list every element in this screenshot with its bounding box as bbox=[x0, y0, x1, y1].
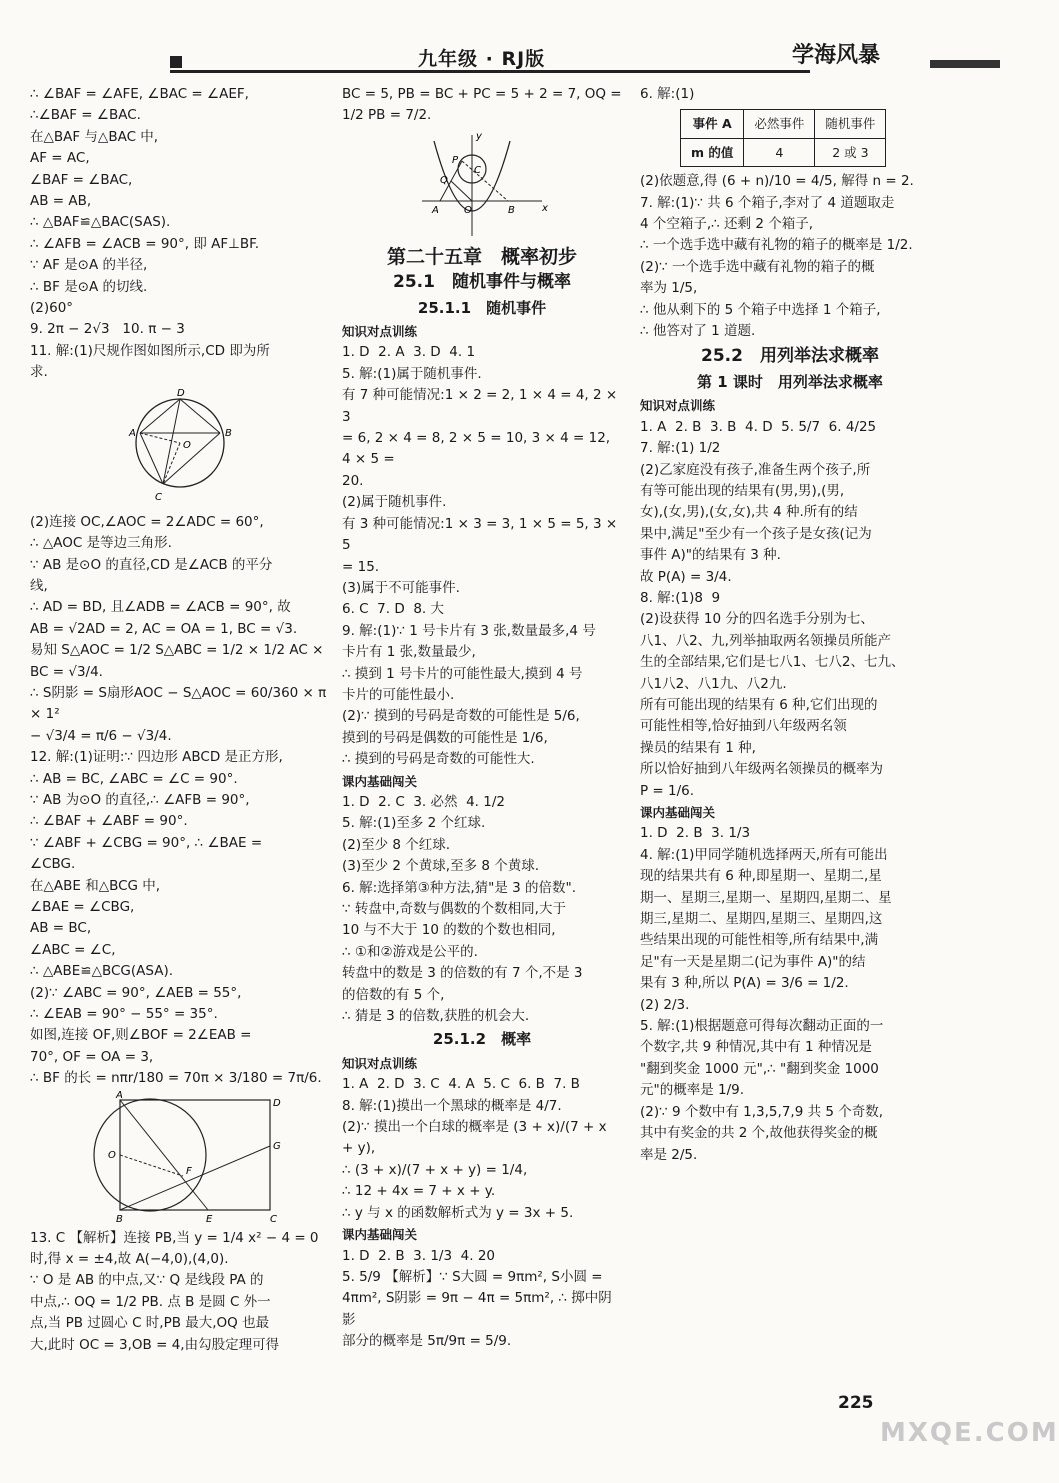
text-line: (3)至少 2 个黄球,至多 8 个黄球. bbox=[342, 858, 540, 875]
text-line: 些结果出现的可能性相等,所有结果中,满 bbox=[640, 932, 879, 949]
text-line: 9. 解:(1)∵ 1 号卡片有 3 张,数量最多,4 号 bbox=[342, 622, 596, 639]
text-line: "翻到奖金 1000 元",∴ "翻到奖金 1000 bbox=[640, 1060, 879, 1077]
text-line: 卡片的可能性最小. bbox=[342, 686, 455, 703]
text-line: 在△BAF 与△BAC 中, bbox=[30, 128, 159, 145]
fig3-label-b: B bbox=[508, 204, 515, 216]
fig2-label-a: A bbox=[116, 1089, 123, 1101]
text-line: 点,当 PB 过圆心 C 时,PB 最大,OQ 也最 bbox=[30, 1315, 270, 1332]
text-line: 元"的概率是 1/9. bbox=[640, 1082, 745, 1099]
text-line: 生的全部结果,它们是七八1、七八2、七九、 bbox=[640, 654, 905, 671]
text-line: 13. C 【解析】连接 PB,当 y = 1/4 x² − 4 = 0 bbox=[30, 1229, 319, 1246]
text-line: ∴ (3 + x)/(7 + x + y) = 1/4, bbox=[342, 1161, 528, 1178]
fig2-label-b: B bbox=[116, 1213, 123, 1225]
text-line: ∴ △BAF≌△BAC(SAS). bbox=[30, 214, 171, 231]
event-table bbox=[680, 109, 886, 167]
fig2-label-e: E bbox=[206, 1213, 213, 1225]
text-line: ∴ AB = BC, ∠ABC = ∠C = 90°. bbox=[30, 770, 238, 787]
text-line: P = 1/6. bbox=[640, 782, 695, 799]
text-line: 1. D 2. C 3. 必然 4. 1/2 bbox=[342, 793, 505, 810]
text-line: = 6, 2 × 4 = 8, 2 × 5 = 10, 3 × 4 = 12, 4 × 5 = bbox=[342, 430, 615, 468]
text-line: ∴ 一个选手选中藏有礼物的箱子的概率是 1/2. bbox=[640, 237, 913, 254]
text-line: ∵ AB 为⊙O 的直径,∴ ∠AFB = 90°, bbox=[30, 791, 250, 808]
text-line: ∴ 猜是 3 的倍数,获胜的机会大. bbox=[342, 1008, 530, 1025]
text-line: 在△ABE 和△BCG 中, bbox=[30, 877, 161, 894]
text-line: 5. 5/9 【解析】∵ S大圆 = 9πm², S小圆 = bbox=[342, 1268, 603, 1285]
col3-block-b bbox=[640, 171, 940, 342]
text-line: (2)∵ 一个选手选中藏有礼物的箱子的概 bbox=[640, 258, 875, 275]
text-line: 20. bbox=[342, 472, 364, 489]
table-cell: 事件 A bbox=[681, 110, 744, 138]
fig3-label-c: C bbox=[474, 164, 481, 176]
text-line: 期一、星期三,星期一、星期四,星期二、星 bbox=[640, 889, 892, 906]
figure-q11-circle bbox=[125, 388, 235, 508]
text-line: ∴ ∠BAF + ∠ABF = 90°. bbox=[30, 813, 188, 830]
col3-block-d bbox=[640, 823, 940, 1166]
fig3-label-x: x bbox=[542, 202, 548, 214]
text-line: 卡片有 1 张,数量最少, bbox=[342, 644, 476, 661]
text-line: (2)连接 OC,∠AOC = 2∠ADC = 60°, bbox=[30, 513, 264, 530]
text-line: 1/2 PB = 7/2. bbox=[342, 107, 432, 124]
text-line: = 15. bbox=[342, 558, 380, 575]
text-line: 所以恰好抽到八年级两名领操员的概率为 bbox=[640, 761, 883, 778]
text-line: 4πm², S阴影 = 9π − 4π = 5πm², ∴ 掷中阴影 bbox=[342, 1290, 612, 1328]
text-line: ∵ 转盘中,奇数与偶数的个数相同,大于 bbox=[342, 901, 566, 917]
text-line: ∴ BF 的长 = nπr/180 = 70π × 3/180 = 7π/6. bbox=[30, 1070, 322, 1087]
text-line: 足"有一天是星期二(记为事件 A)"的结 bbox=[640, 953, 866, 970]
text-line: 率是 2/5. bbox=[640, 1146, 698, 1163]
text-line: (2)设获得 10 分的四名选手分别为七、 bbox=[640, 611, 874, 628]
fig1-label-b: B bbox=[225, 427, 232, 439]
page-number: 225 bbox=[838, 1393, 874, 1413]
fig3-label-a: A bbox=[432, 204, 439, 216]
text-line: 期三,星期二、星期四,星期三、星期四,这 bbox=[640, 911, 883, 928]
text-line: (2)60° bbox=[30, 300, 74, 317]
text-line: 易知 S△AOC = 1/2 S△ABC = 1/2 × 1/2 AC × bbox=[30, 642, 324, 659]
brand-logo: 学海风暴 bbox=[792, 43, 881, 68]
text-line: BC = √3/4. bbox=[30, 663, 103, 680]
text-line: 大,此时 OC = 3,OB = 4,由勾股定理可得 bbox=[30, 1336, 280, 1353]
col2-block-a bbox=[342, 84, 622, 127]
watermark: MXQE.COM bbox=[880, 1418, 1059, 1448]
text-line: 10 与不大于 10 的数的个数也相同, bbox=[342, 922, 556, 939]
text-line: 八1八2、八1九、八2九. bbox=[640, 675, 787, 692]
table-row bbox=[681, 138, 886, 166]
text-line: 摸到的号码是偶数的可能性是 1/6, bbox=[342, 729, 548, 746]
text-line: 6. 解:(1) bbox=[640, 86, 695, 102]
page-header bbox=[0, 0, 1000, 80]
fig1-label-o: O bbox=[183, 439, 191, 451]
fig3-label-q: Q bbox=[440, 174, 448, 186]
text-line: 果有 3 种,所以 P(A) = 3/6 = 1/2. bbox=[640, 975, 849, 992]
text-line: 8. 解:(1)8 9 bbox=[640, 589, 721, 606]
text-line: 1. D 2. A 3. D 4. 1 bbox=[342, 344, 476, 361]
text-line: 1. D 2. B 3. 1/3 4. 20 bbox=[342, 1247, 495, 1264]
figure-q12-square bbox=[80, 1089, 281, 1225]
header-title: 九年级 · RJ版 bbox=[418, 48, 546, 70]
text-line: ∴ 摸到的号码是奇数的可能性大. bbox=[342, 751, 535, 768]
col2-block-c bbox=[342, 792, 622, 1027]
text-line: (3)属于不可能事件. bbox=[342, 579, 460, 596]
fig2-label-c: C bbox=[270, 1213, 277, 1225]
col3-block-c bbox=[640, 417, 940, 802]
text-line: 果中,满足"至少有一个孩子是女孩(记为 bbox=[640, 525, 872, 542]
column-2 bbox=[342, 84, 622, 1353]
text-line: ∵ ∠ABF + ∠CBG = 90°, ∴ ∠BAE = bbox=[30, 834, 263, 851]
text-line: BC = 5, PB = BC + PC = 5 + 2 = 7, OQ = bbox=[342, 86, 622, 102]
table-cell: m 的值 bbox=[681, 138, 744, 166]
fig1-label-a: A bbox=[129, 427, 136, 439]
text-line: 所有可能出现的结果有 6 种,它们出现的 bbox=[640, 696, 878, 713]
label-knowledge-1: 知识对点训练 bbox=[342, 324, 418, 340]
text-line: 5. 解:(1)至多 2 个红球. bbox=[342, 815, 486, 832]
text-line: 女),(女,男),(女,女),共 4 种.所有的结 bbox=[640, 504, 858, 521]
text-line: 转盘中的数是 3 的倍数的有 7 个,不是 3 bbox=[342, 965, 583, 982]
table-cell: 4 bbox=[744, 138, 815, 166]
col2-block-d bbox=[342, 1074, 622, 1224]
text-line: 1. A 2. D 3. C 4. A 5. C 6. B 7. B bbox=[342, 1076, 580, 1093]
fig1-label-c: C bbox=[155, 491, 162, 503]
text-line: AB = AB, bbox=[30, 193, 92, 210]
text-line: ∴ 他答对了 1 道题. bbox=[640, 323, 756, 340]
text-line: 12. 解:(1)证明:∵ 四边形 ABCD 是正方形, bbox=[30, 749, 283, 766]
subsection-25-1-1-title: 25.1.1 随机事件 bbox=[417, 298, 547, 317]
text-line: 8. 解:(1)摸出一个黑球的概率是 4/7. bbox=[342, 1097, 562, 1114]
text-line: (2)至少 8 个红球. bbox=[342, 836, 451, 853]
text-line: ∴ △AOC 是等边三角形. bbox=[30, 535, 172, 552]
text-line: 故 P(A) = 3/4. bbox=[640, 568, 732, 585]
text-line: 1. A 2. B 3. B 4. D 5. 5/7 6. 4/25 bbox=[640, 418, 877, 435]
col1-block-c bbox=[30, 1228, 330, 1356]
text-line: ∠BAF = ∠BAC, bbox=[30, 171, 133, 188]
text-line: 70°, OF = OA = 3, bbox=[30, 1048, 154, 1065]
text-line: (2)∵ 摸出一个白球的概率是 (3 + x)/(7 + x + y), bbox=[342, 1119, 611, 1157]
text-line: 有 7 种可能情况:1 × 2 = 2, 1 × 4 = 4, 2 × 3 bbox=[342, 387, 622, 425]
text-line: ∴ 他从剩下的 5 个箱子中选择 1 个箱子, bbox=[640, 301, 881, 318]
text-line: ∴ AD = BD, 且∠ADB = ∠ACB = 90°, 故 bbox=[30, 599, 291, 616]
fig2-label-g: G bbox=[273, 1140, 281, 1152]
text-line: 现的结果共有 6 种,即星期一、星期二,星 bbox=[640, 868, 882, 885]
chapter-title: 第二十五章 概率初步 bbox=[386, 245, 577, 268]
text-line: 可能性相等,恰好抽到八年级两名领 bbox=[640, 718, 847, 735]
text-line: − √3/4 = π/6 − √3/4. bbox=[30, 727, 172, 744]
table-cell: 2 或 3 bbox=[815, 138, 886, 166]
text-line: 1. D 2. B 3. 1/3 bbox=[640, 825, 751, 842]
text-line: 部分的概率是 5π/9π = 5/9. bbox=[342, 1333, 512, 1350]
text-line: ∠ABC = ∠C, bbox=[30, 941, 116, 958]
text-line: 6. 解:选择第③种方法,猜"是 3 的倍数". bbox=[342, 879, 576, 896]
text-line: (2)属于随机事件. bbox=[342, 494, 447, 511]
figure-q13-parabola bbox=[412, 131, 552, 241]
text-line: 其中有奖金的共 2 个,故他获得奖金的概 bbox=[640, 1125, 878, 1142]
section-25-2-title: 25.2 用列举法求概率 bbox=[701, 346, 879, 367]
fig2-label-o: O bbox=[108, 1149, 116, 1161]
col3-block-a bbox=[640, 84, 940, 105]
text-line: 7. 解:(1) 1/2 bbox=[640, 440, 721, 457]
text-line: AF = AC, bbox=[30, 150, 90, 167]
text-line: 事件 A)"的结果有 3 种. bbox=[640, 547, 781, 564]
text-line: (2)乙家庭没有孩子,准备生两个孩子,所 bbox=[640, 461, 871, 478]
col1-block-a bbox=[30, 84, 330, 384]
fig3-label-o: O bbox=[464, 204, 472, 216]
text-line: 9. 2π − 2√3 10. π − 3 bbox=[30, 321, 185, 338]
lesson-1-title: 第 1 课时 用列举法求概率 bbox=[697, 372, 883, 391]
label-knowledge-3: 知识对点训练 bbox=[640, 398, 716, 414]
text-line: (2) 2/3. bbox=[640, 996, 690, 1013]
text-line: 5. 解:(1)根据题意可得每次翻动正面的一 bbox=[640, 1018, 884, 1035]
text-line: 线, bbox=[30, 577, 48, 594]
text-line: (2)依题意,得 (6 + n)/10 = 4/5, 解得 n = 2. bbox=[640, 173, 914, 190]
text-line: 有 3 种可能情况:1 × 3 = 3, 1 × 5 = 5, 3 × 5 bbox=[342, 515, 622, 554]
text-line: 有等可能出现的结果有(男,男),(男, bbox=[640, 482, 845, 499]
text-line: 如图,连接 OF,则∠BOF = 2∠EAB = bbox=[30, 1027, 252, 1044]
text-line: 率为 1/5, bbox=[640, 280, 698, 297]
col1-block-b bbox=[30, 512, 330, 1090]
label-basic-2: 课内基础闯关 bbox=[342, 1227, 418, 1243]
table-cell: 必然事件 bbox=[744, 110, 815, 138]
text-line: ∴ y 与 x 的函数解析式为 y = 3x + 5. bbox=[342, 1204, 574, 1221]
subsection-25-1-2-title: 25.1.2 概率 bbox=[432, 1030, 532, 1049]
text-line: 7. 解:(1)∵ 共 6 个箱子,李对了 4 道题取走 bbox=[640, 194, 895, 211]
text-line: 时,得 x = ±4,故 A(−4,0),(4,0). bbox=[30, 1251, 229, 1268]
text-line: 八1、八2、九,列举抽取两名领操员所能产 bbox=[640, 632, 891, 649]
col2-block-b bbox=[342, 342, 622, 770]
text-line: ∴ ①和②游戏是公平的. bbox=[342, 943, 478, 960]
text-line: ∴ BF 是⊙A 的切线. bbox=[30, 278, 148, 295]
text-line: 11. 解:(1)尺规作图如图所示,CD 即为所 bbox=[30, 342, 270, 359]
header-bar bbox=[930, 60, 1000, 68]
text-line: 操员的结果有 1 种, bbox=[640, 739, 756, 756]
header-rule bbox=[170, 70, 810, 73]
fig3-label-y: y bbox=[476, 130, 482, 142]
fig1-label-d: D bbox=[177, 387, 185, 399]
text-line: ∵ AB 是⊙O 的直径,CD 是∠ACB 的平分 bbox=[30, 556, 273, 573]
table-cell: 随机事件 bbox=[815, 110, 886, 138]
fig3-label-p: P bbox=[452, 154, 459, 166]
fig2-label-f: F bbox=[186, 1165, 192, 1177]
column-3 bbox=[640, 84, 940, 1166]
text-line: 6. C 7. D 8. 大 bbox=[342, 601, 445, 618]
header-square bbox=[170, 56, 182, 68]
label-basic-1: 课内基础闯关 bbox=[342, 773, 418, 789]
label-basic-3: 课内基础闯关 bbox=[640, 805, 716, 820]
table-header-row bbox=[681, 110, 886, 138]
text-line: AB = BC, bbox=[30, 920, 92, 937]
text-line: ∠BAE = ∠CBG, bbox=[30, 899, 135, 915]
text-line: (2)∵ 摸到的号码是奇数的可能性是 5/6, bbox=[342, 708, 580, 725]
text-line: ∴ 12 + 4x = 7 + x + y. bbox=[342, 1183, 496, 1200]
text-line: ∠CBG. bbox=[30, 856, 76, 873]
text-line: 5. 解:(1)属于随机事件. bbox=[342, 365, 482, 382]
text-line: ∴ ∠EAB = 90° − 55° = 35°. bbox=[30, 1006, 218, 1023]
text-line: 的倍数的有 5 个, bbox=[342, 986, 445, 1003]
text-line: AB = √2AD = 2, AC = OA = 1, BC = √3. bbox=[30, 620, 298, 637]
text-line: ∴ △ABE≌△BCG(ASA). bbox=[30, 963, 174, 980]
text-line: ∵ AF 是⊙A 的半径, bbox=[30, 257, 148, 274]
text-line: ∴∠BAF = ∠BAC. bbox=[30, 107, 141, 124]
text-line: ∴ S阴影 = S扇形AOC − S△AOC = 60/360 × π × 1² bbox=[30, 684, 331, 723]
fig2-label-d: D bbox=[273, 1097, 281, 1109]
text-line: (2)∵ 9 个数中有 1,3,5,7,9 共 5 个奇数, bbox=[640, 1103, 884, 1120]
section-25-1-title: 25.1 随机事件与概率 bbox=[393, 272, 571, 293]
text-line: 中点,∴ OQ = 1/2 PB. 点 B 是圆 C 外一 bbox=[30, 1293, 271, 1310]
text-line: 求. bbox=[30, 364, 48, 381]
text-line: (2)∵ ∠ABC = 90°, ∠AEB = 55°, bbox=[30, 984, 242, 1001]
text-line: 4 个空箱子,∴ 还剩 2 个箱子, bbox=[640, 216, 814, 233]
text-line: ∵ O 是 AB 的中点,又∵ Q 是线段 PA 的 bbox=[30, 1272, 264, 1289]
col2-block-e bbox=[342, 1246, 622, 1353]
text-line: 4. 解:(1)甲同学随机选择两天,所有可能出 bbox=[640, 846, 888, 863]
column-1 bbox=[30, 84, 330, 1356]
label-knowledge-2: 知识对点训练 bbox=[342, 1055, 418, 1071]
text-line: 个数字,共 9 种情况,其中有 1 种情况是 bbox=[640, 1039, 872, 1056]
text-line: ∴ ∠AFB = ∠ACB = 90°, 即 AF⊥BF. bbox=[30, 235, 260, 252]
text-line: ∴ 摸到 1 号卡片的可能性最大,摸到 4 号 bbox=[342, 665, 583, 682]
text-line: ∴ ∠BAF = ∠AFE, ∠BAC = ∠AEF, bbox=[30, 86, 249, 102]
